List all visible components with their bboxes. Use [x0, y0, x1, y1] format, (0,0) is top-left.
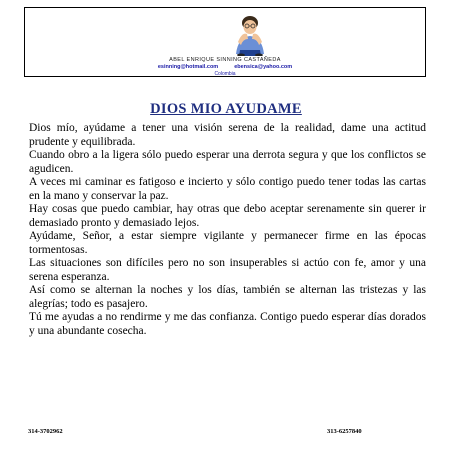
phone-number-right: 313-6257840	[327, 428, 362, 435]
paragraph: Tú me ayudas a no rendirme y me das confianza. Contigo puedo esperar días dorados y una abundante cosecha.	[29, 311, 426, 337]
author-name: ABEL ENRIQUE SINNING CASTAÑEDA	[169, 57, 281, 63]
paragraph: Ayúdame, Señor, a estar siempre vigilante y permanecer firme en las épocas tormentosas.	[29, 230, 426, 256]
email-yahoo-link[interactable]: ebensica@yahoo.com	[234, 64, 293, 70]
header-box	[24, 7, 426, 77]
document-title: DIOS MIO AYUDAME	[150, 101, 302, 117]
paragraph: A veces mi caminar es fatigoso e incierto y sólo contigo puedo tener todas las cartas en la mano y conservar la paz.	[29, 176, 426, 202]
paragraph: Hay cosas que puedo cambiar, hay otras que debo aceptar serenamente sin querer ir demasiado pronto y demasiado lejos.	[29, 203, 426, 229]
phone-number-left: 314-3702962	[28, 428, 63, 435]
paragraph: Cuando obro a la ligera sólo puedo esperar una derrota segura y que los conflictos se agudicen.	[29, 149, 426, 175]
paragraph: Así como se alternan la noches y los días, también se alternan las tristezas y las alegrías; todo es pasajero.	[29, 284, 426, 310]
prayer-body	[29, 122, 426, 338]
email-hotmail-link[interactable]: esinning@hotmail.com	[157, 64, 219, 70]
paragraph: Las situaciones son difíciles pero no son insuperables si actúo con fe, amor y una serena esperanza.	[29, 257, 426, 283]
email-line	[25, 64, 425, 70]
country-label: Colombia	[214, 71, 236, 77]
paragraph: Dios mío, ayúdame a tener una visión serena de la realidad, dame una actitud prudente y equilibrada.	[29, 122, 426, 148]
avatar-praying-man-icon	[228, 12, 272, 56]
